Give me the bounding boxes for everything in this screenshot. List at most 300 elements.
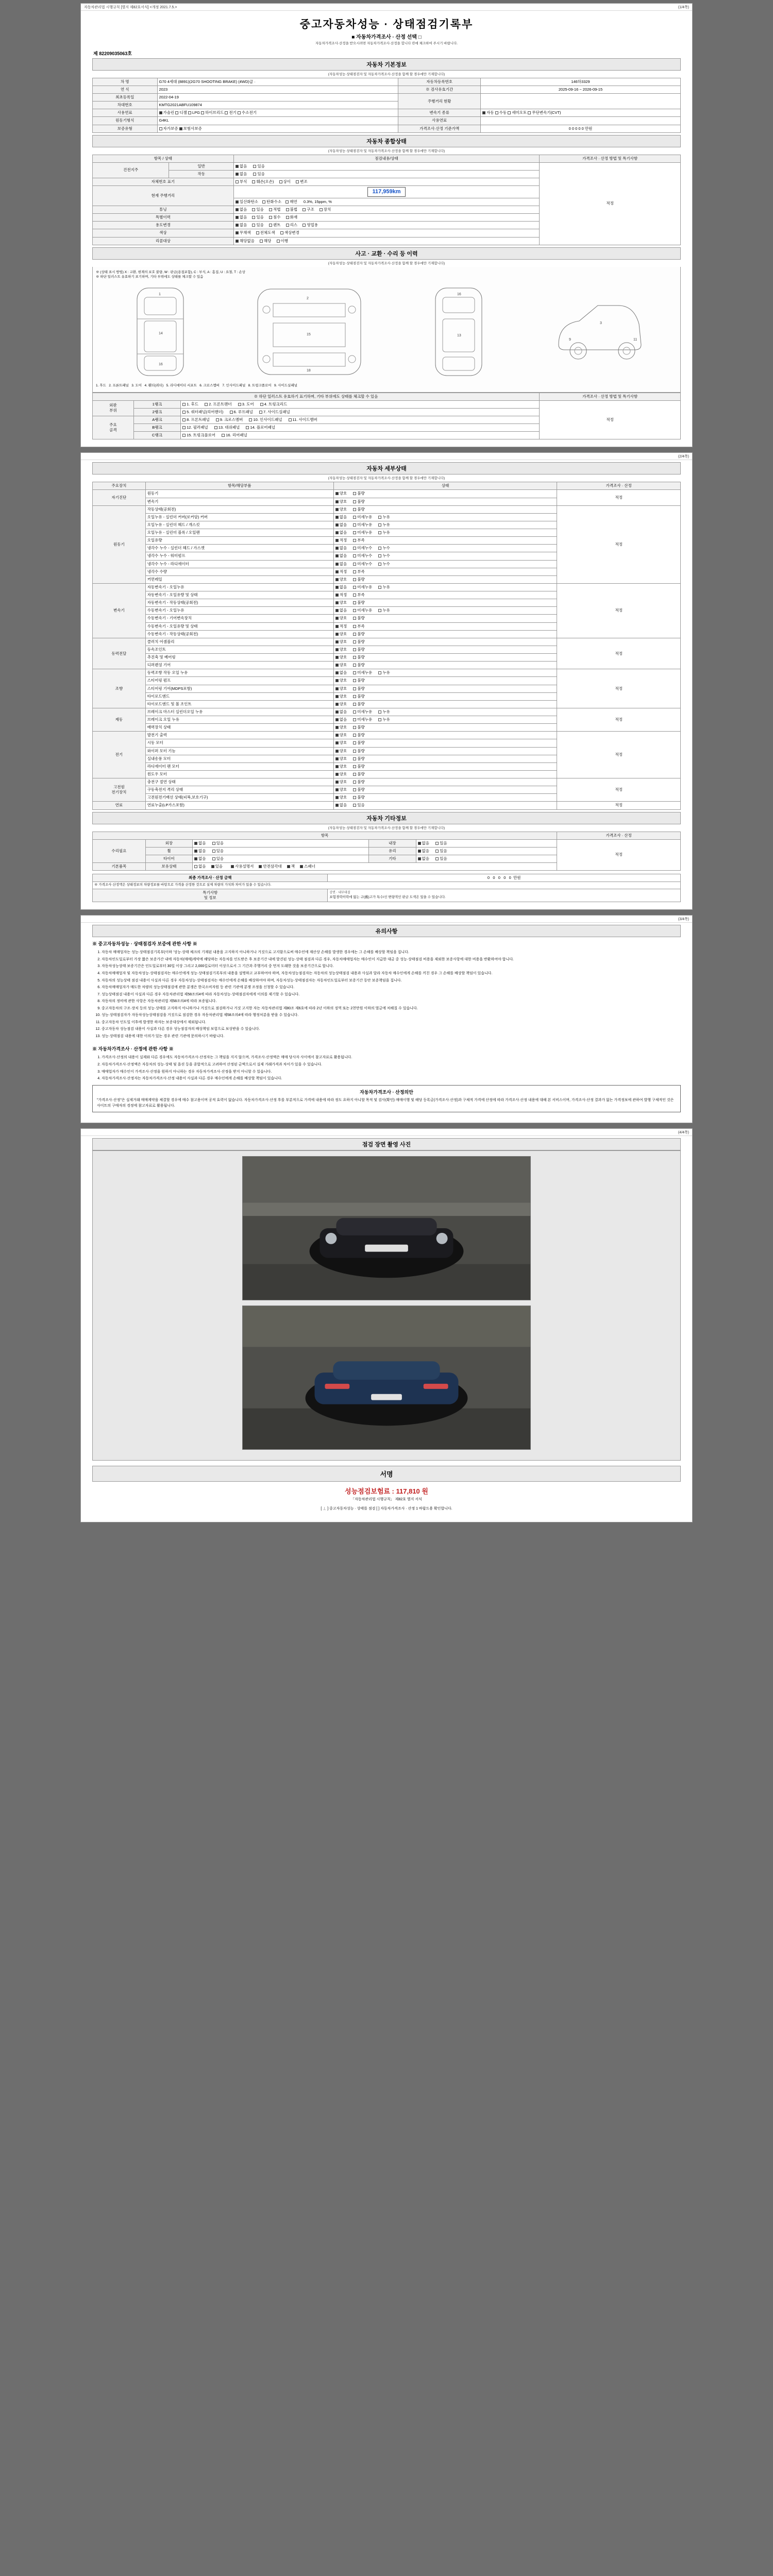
checkbox-yes[interactable] (212, 842, 215, 845)
checkbox-yes[interactable] (252, 224, 255, 227)
checkbox-original-color[interactable] (236, 231, 239, 234)
checkbox-part[interactable] (182, 434, 186, 437)
checkbox-legal[interactable] (269, 208, 272, 211)
trans-option-label: 자동 (486, 110, 494, 115)
checkbox-option[interactable] (335, 664, 339, 667)
option-label: 색상변경 (284, 230, 299, 235)
checkbox-none[interactable] (194, 850, 197, 853)
checkbox-none[interactable] (236, 208, 239, 211)
checkbox-fuel-electric[interactable] (225, 111, 228, 114)
terms-item: 10. 성능·상태점검자가 자동차성능상태점검을 거짓으로 점검한 경우 자동차관리법 제58조의4에 따라 행정처분을 받을 수 있습니다. (102, 1012, 681, 1019)
rank-label: B랭크 (133, 424, 180, 432)
checkbox-option[interactable] (378, 710, 381, 714)
checkbox-option[interactable] (335, 594, 339, 597)
checkbox-part[interactable] (182, 418, 186, 421)
checkbox-option[interactable] (353, 531, 356, 534)
checkbox-option[interactable] (353, 765, 356, 768)
page-subtitle: ■ 자동차가격조사 · 산정 선택 □ (351, 35, 422, 40)
part-label: 9. 크로스멤버 (220, 417, 243, 422)
part-label: 14. 플로어패널 (250, 425, 276, 430)
checkbox-option[interactable] (335, 633, 339, 636)
checkbox-option[interactable] (353, 625, 356, 628)
part-label: 11. 사이드멤버 (292, 417, 317, 422)
checkbox-option[interactable] (335, 648, 339, 651)
checkbox-illegal[interactable] (286, 208, 289, 211)
checkbox-option[interactable] (378, 586, 381, 589)
option-label: 불법 (290, 207, 298, 212)
row-label-vin-mark: 자체번호 표기 (93, 178, 234, 186)
detail-part-label: 변속기 (145, 498, 333, 505)
svg-text:14: 14 (158, 332, 163, 336)
checkbox-option[interactable] (353, 679, 356, 682)
checkbox-option[interactable] (335, 516, 339, 519)
checkbox-option[interactable] (335, 765, 339, 768)
checkbox-option[interactable] (335, 609, 339, 612)
checkbox-option[interactable] (335, 563, 339, 566)
detail-part-label: 커먼레일 (145, 575, 333, 583)
option-label: 불량 (357, 616, 365, 621)
option-label: 무채색 (239, 230, 251, 235)
detail-part-options (333, 575, 557, 583)
checkbox-option[interactable] (353, 500, 356, 503)
checkbox-option[interactable] (353, 726, 356, 729)
checkbox-option[interactable] (335, 578, 339, 581)
row-options (233, 206, 539, 214)
option-label: 불량 (357, 647, 365, 652)
checkbox-option[interactable] (335, 695, 339, 698)
detail-part-options (333, 513, 557, 521)
checkbox-none[interactable] (418, 842, 421, 845)
checkbox-option[interactable] (353, 594, 356, 597)
checkbox-none[interactable] (418, 850, 421, 853)
checkbox-option[interactable] (335, 703, 339, 706)
signature-band: 서명 (92, 1466, 681, 1482)
checkbox-part[interactable] (246, 426, 249, 429)
row-options-emissions (233, 198, 539, 206)
row-sublabel: 일반 (169, 162, 234, 170)
options-basic-items (192, 863, 557, 871)
checkbox-warranty-insurer[interactable] (179, 127, 182, 130)
checkbox-option[interactable] (335, 539, 339, 542)
checkbox-option[interactable] (335, 741, 339, 744)
checkbox-part[interactable] (230, 411, 233, 414)
detail-group-label: 고전원 전기장치 (93, 778, 146, 802)
accident-rank-table (92, 393, 681, 440)
trans-option-label: 무단변속기(CVT) (532, 110, 561, 115)
checkbox-option[interactable] (335, 788, 339, 791)
checkbox-part[interactable] (182, 403, 186, 406)
checkbox-none[interactable] (236, 216, 239, 219)
option-label: 양호 (339, 577, 347, 582)
checkbox-part[interactable] (222, 434, 225, 437)
option-label: 훼손(오손) (256, 179, 274, 184)
checkbox-option[interactable] (335, 726, 339, 729)
rank-items (181, 424, 540, 432)
table-row (93, 94, 681, 101)
detail-part-label: 냉각수 누수 - 실린더 헤드 / 가스켓 (145, 545, 333, 552)
detail-part-label: 오일누유 - 실린더 블록 / 오일팬 (145, 529, 333, 537)
label-transmission: 변속기 종류 (398, 109, 481, 117)
detail-part-options (333, 545, 557, 552)
checkbox-fuel-gasoline[interactable] (159, 111, 162, 114)
checkbox-part[interactable] (238, 403, 241, 406)
checkbox-part[interactable] (205, 403, 208, 406)
table-row (93, 78, 681, 86)
detail-part-label: 스티어링 펌프 (145, 677, 333, 685)
checkbox-option[interactable] (335, 750, 339, 753)
checkbox-fuel-diesel[interactable] (175, 111, 178, 114)
option-label: 양호 (339, 733, 347, 738)
value-vin: KMTG2021ABFU109874 (157, 101, 398, 109)
option-label: 없음 (198, 856, 206, 861)
other-info-note: (자동차성능·상태점검자 및 자동차가격조사·산정을 함께 할 경우에만 기재합니다) (328, 826, 445, 830)
checkbox-option[interactable] (335, 617, 339, 620)
checkbox-option[interactable] (353, 539, 356, 542)
checkbox-part[interactable] (259, 411, 262, 414)
checkbox-option[interactable] (353, 718, 356, 721)
checkbox-altered[interactable] (296, 180, 299, 183)
checkbox-fuel-lpg[interactable] (188, 111, 191, 114)
option-label: 없음 (339, 553, 347, 558)
checkbox-co[interactable] (236, 200, 239, 204)
detail-part-label: 디퍼렌셜 기어 (145, 662, 333, 669)
row-options (233, 222, 539, 229)
checkbox-fire[interactable] (286, 216, 289, 219)
detail-part-label: 냉각수 수량 (145, 568, 333, 575)
checkbox-option[interactable] (378, 671, 381, 674)
checkbox-option[interactable] (335, 804, 339, 807)
checkbox-option[interactable] (378, 523, 381, 527)
checkbox-option[interactable] (353, 516, 356, 519)
checkbox-yes[interactable] (252, 216, 255, 219)
trans-option-label: 세미오토 (512, 110, 527, 115)
detail-part-options (333, 591, 557, 599)
label-etc: 기타 (369, 855, 416, 862)
detail-part-label: 오일누유 - 실린더 커버(로커암) 커버 (145, 513, 333, 521)
checkbox-hc[interactable] (262, 200, 265, 204)
checkbox-option[interactable] (353, 664, 356, 667)
insurance-fee-value: 117,810 원 (396, 1487, 428, 1496)
checkbox-none[interactable] (236, 173, 239, 176)
checkbox-none[interactable] (194, 842, 197, 845)
detail-group-label: 자기진단 (93, 490, 146, 505)
detail-part-options (333, 778, 557, 786)
detail-part-options (333, 498, 557, 505)
price-survey-box-title: 자동차가격조사 · 산정의안 (360, 1089, 413, 1095)
checkbox-warranty-self[interactable] (159, 127, 162, 130)
detail-part-options (333, 583, 557, 591)
checkbox-option[interactable] (335, 492, 339, 495)
checkbox-spanner[interactable] (300, 865, 303, 868)
checkbox-option[interactable] (353, 741, 356, 744)
option-label: 적정 (339, 538, 347, 543)
checkbox-option[interactable] (353, 508, 356, 511)
checkbox-option[interactable] (335, 570, 339, 573)
checkbox-part[interactable] (214, 426, 217, 429)
table-header-row (93, 393, 681, 400)
checkbox-option[interactable] (353, 523, 356, 527)
option-label: 누수 (382, 561, 390, 566)
special-notes-value (328, 889, 681, 902)
price-survey-box (92, 1085, 681, 1113)
checkbox-option[interactable] (335, 586, 339, 589)
detail-part-label: 발전기 출력 (145, 732, 333, 739)
checkbox-yes[interactable] (435, 842, 439, 845)
detail-part-label: 브레이크 마스터 실린더오일 누유 (145, 708, 333, 716)
option-label: 미세누수 (357, 553, 373, 558)
checkbox-yes[interactable] (435, 857, 439, 860)
checkbox-option[interactable] (335, 671, 339, 674)
table-row (93, 583, 681, 591)
checkbox-completed[interactable] (277, 240, 280, 243)
col-part: 항목/해당부품 (145, 482, 333, 490)
option-label: 리스 (290, 223, 298, 228)
checkbox-damage[interactable] (252, 180, 255, 183)
checkbox-option[interactable] (335, 773, 339, 776)
checkbox-option[interactable] (353, 609, 356, 612)
checkbox-manual[interactable] (231, 865, 234, 868)
checkbox-different[interactable] (279, 180, 282, 183)
rank-label: A랭크 (133, 416, 180, 423)
option-label: 있음 (216, 840, 224, 845)
svg-text:1: 1 (158, 293, 161, 297)
checkbox-option[interactable] (353, 695, 356, 698)
detail-part-options (333, 615, 557, 622)
checkbox-option[interactable] (335, 656, 339, 659)
checkbox-option[interactable] (378, 563, 381, 566)
col-major-device: 주요장치 (93, 482, 146, 490)
page-4 (80, 1128, 693, 1522)
detail-part-label: 동력조향 작동 오일 누유 (145, 669, 333, 677)
checkbox-option[interactable] (353, 757, 356, 760)
option-label: 누유 (382, 608, 390, 613)
checkbox-option[interactable] (353, 640, 356, 643)
checkbox-yes[interactable] (253, 173, 256, 176)
checkbox-option[interactable] (378, 516, 381, 519)
page-4-topnote (81, 1129, 692, 1136)
checkbox-option[interactable] (335, 625, 339, 628)
accident-band: 사고 · 교환 · 수리 등 이력 (92, 247, 681, 260)
detail-part-options (333, 529, 557, 537)
detail-group-label: 변속기 (93, 583, 146, 638)
checkbox-option[interactable] (378, 718, 381, 721)
checkbox-option[interactable] (353, 554, 356, 557)
label-price-base: 가격조사·산정 기준가액 (398, 125, 481, 132)
warranty-option-label: 자가보증 (163, 126, 178, 131)
checkbox-option[interactable] (353, 601, 356, 604)
detail-part-label: 스티어링 기어(MDPS포함) (145, 685, 333, 692)
detail-part-options (333, 638, 557, 646)
insurance-fee-label: 성능점검보험료 : (345, 1487, 394, 1496)
option-label: 불량 (357, 639, 365, 644)
notice-terms-list-2 (92, 1055, 681, 1081)
checkbox-option[interactable] (335, 757, 339, 760)
checkbox-option[interactable] (335, 679, 339, 682)
checkbox-option[interactable] (378, 531, 381, 534)
checkbox-option[interactable] (353, 648, 356, 651)
table-row (93, 669, 681, 677)
checkbox-part[interactable] (249, 418, 252, 421)
checkbox-lease[interactable] (286, 224, 289, 227)
option-label: 없음 (239, 215, 247, 220)
value-mileage-status (481, 94, 681, 109)
checkbox-option[interactable] (335, 734, 339, 737)
checkbox-yes[interactable] (253, 165, 256, 168)
option-label: 매연 (290, 199, 297, 204)
checkbox-jack[interactable] (287, 865, 290, 868)
detail-price-method: 적정 (557, 778, 681, 802)
group-basic-items: 기본품목 (93, 863, 146, 871)
checkbox-option[interactable] (353, 773, 356, 776)
checkbox-device[interactable] (320, 208, 323, 211)
options-etc (416, 855, 557, 862)
checkbox-option[interactable] (353, 547, 356, 550)
document-number: 제 82209035063호 (93, 50, 132, 56)
checkbox-option[interactable] (353, 750, 356, 753)
rank-label: 2랭크 (133, 408, 180, 416)
table-row (93, 109, 681, 117)
option-label: 양호 (339, 740, 347, 745)
detail-state-body (93, 490, 681, 809)
checkbox-none[interactable] (194, 857, 197, 860)
checkbox-part[interactable] (216, 418, 219, 421)
checkbox-option[interactable] (353, 796, 356, 799)
option-label: 장치 (323, 207, 331, 212)
option-label: 양호 (339, 795, 347, 800)
checkbox-part[interactable] (260, 403, 263, 406)
checkbox-option[interactable] (353, 804, 356, 807)
detail-group-label: 제동 (93, 708, 146, 731)
checkbox-option[interactable] (353, 633, 356, 636)
checkbox-option[interactable] (335, 601, 339, 604)
checkbox-yes[interactable] (252, 208, 255, 211)
checkbox-part[interactable] (182, 426, 186, 429)
detail-part-label: 냉각수 누수 - 워터펌프 (145, 552, 333, 560)
option-label: 있음 (440, 848, 447, 853)
checkbox-option[interactable] (335, 547, 339, 550)
checkbox-rent[interactable] (269, 224, 272, 227)
label-inspection-validity: ※ 검사유효기간 (398, 86, 481, 93)
checkbox-option[interactable] (353, 734, 356, 737)
checkbox-flood[interactable] (269, 216, 272, 219)
checkbox-option[interactable] (378, 609, 381, 612)
checkbox-option[interactable] (353, 617, 356, 620)
rank-label: C랭크 (133, 432, 180, 439)
option-label: 부식 (239, 179, 247, 184)
checkbox-option[interactable] (335, 531, 339, 534)
row-options (233, 237, 539, 245)
option-label: 미세누유 (357, 584, 373, 589)
checkbox-option[interactable] (353, 781, 356, 784)
checkbox-trans-cvt[interactable] (528, 111, 531, 114)
option-label: 없음 (422, 840, 430, 845)
checkbox-option[interactable] (378, 554, 381, 557)
detail-part-label: 수동변속기 - 작동상태(공회전) (145, 630, 333, 638)
checkbox-none[interactable] (418, 857, 421, 860)
checkbox-option[interactable] (335, 710, 339, 714)
checkbox-trans-manual[interactable] (495, 111, 498, 114)
checkbox-trans-semi[interactable] (508, 111, 511, 114)
checkbox-part[interactable] (289, 418, 292, 421)
checkbox-none[interactable] (236, 224, 239, 227)
checkbox-applicable[interactable] (260, 240, 263, 243)
checkbox-option[interactable] (335, 554, 339, 557)
option-label: 없음 (198, 848, 206, 853)
svg-text:16: 16 (457, 293, 461, 297)
checkbox-option[interactable] (353, 703, 356, 706)
checkbox-none[interactable] (194, 865, 197, 868)
group-frame: 주요 골격 (93, 416, 134, 439)
option-label: 미세누수 (357, 546, 373, 551)
checkbox-option[interactable] (353, 656, 356, 659)
checkbox-option[interactable] (353, 788, 356, 791)
checkbox-full-repaint[interactable] (256, 231, 259, 234)
checkbox-option[interactable] (335, 718, 339, 721)
car-side-view-diagram (548, 283, 651, 381)
option-label: 양호 (339, 631, 347, 636)
table-row (93, 400, 681, 408)
checkbox-not-applicable[interactable] (236, 240, 239, 243)
checkbox-option[interactable] (335, 796, 339, 799)
checkbox-option[interactable] (353, 671, 356, 674)
checkbox-yes[interactable] (212, 857, 215, 860)
table-row (93, 732, 681, 739)
detail-part-options (333, 599, 557, 607)
checkbox-option[interactable] (353, 492, 356, 495)
table-row (93, 839, 681, 847)
label-exterior: 외장 (145, 839, 192, 847)
checkbox-yes[interactable] (435, 850, 439, 853)
checkbox-trans-auto[interactable] (482, 111, 485, 114)
checkbox-yes[interactable] (211, 865, 214, 868)
checkbox-option[interactable] (353, 710, 356, 714)
checkbox-option[interactable] (335, 687, 339, 690)
checkbox-color-change[interactable] (280, 231, 283, 234)
checkbox-fuel-hydrogen[interactable] (238, 111, 241, 114)
col-check: 점검내용/상태 (233, 155, 539, 162)
car-top-view-diagram (250, 283, 368, 381)
checkbox-option[interactable] (335, 523, 339, 527)
checkbox-smoke[interactable] (285, 200, 289, 204)
checkbox-option[interactable] (378, 547, 381, 550)
option-label: 적법 (273, 207, 281, 212)
checkbox-commercial[interactable] (303, 224, 306, 227)
checkbox-option[interactable] (335, 508, 339, 511)
row-label-recall: 리콜대상 (93, 237, 234, 245)
checkbox-option[interactable] (353, 570, 356, 573)
detail-part-label: 브레이크 오일 누유 (145, 716, 333, 724)
checkbox-option[interactable] (335, 500, 339, 503)
option-label: 탄화수소 (266, 199, 282, 204)
checkbox-corrosion[interactable] (236, 180, 239, 183)
svg-text:15: 15 (307, 333, 311, 337)
checkbox-option[interactable] (335, 640, 339, 643)
checkbox-part[interactable] (182, 411, 186, 414)
detail-group-label: 전기 (93, 732, 146, 778)
checkbox-option[interactable] (353, 586, 356, 589)
checkbox-option[interactable] (353, 687, 356, 690)
option-label: 일산화탄소 (239, 199, 259, 204)
checkbox-none[interactable] (236, 165, 239, 168)
checkbox-yes[interactable] (212, 850, 215, 853)
checkbox-structure[interactable] (303, 208, 306, 211)
checkbox-triangle[interactable] (259, 865, 262, 868)
checkbox-option[interactable] (353, 578, 356, 581)
checkbox-option[interactable] (335, 781, 339, 784)
option-label: 양호 (339, 616, 347, 621)
checkbox-option[interactable] (353, 563, 356, 566)
checkbox-fuel-hybrid[interactable] (201, 111, 204, 114)
